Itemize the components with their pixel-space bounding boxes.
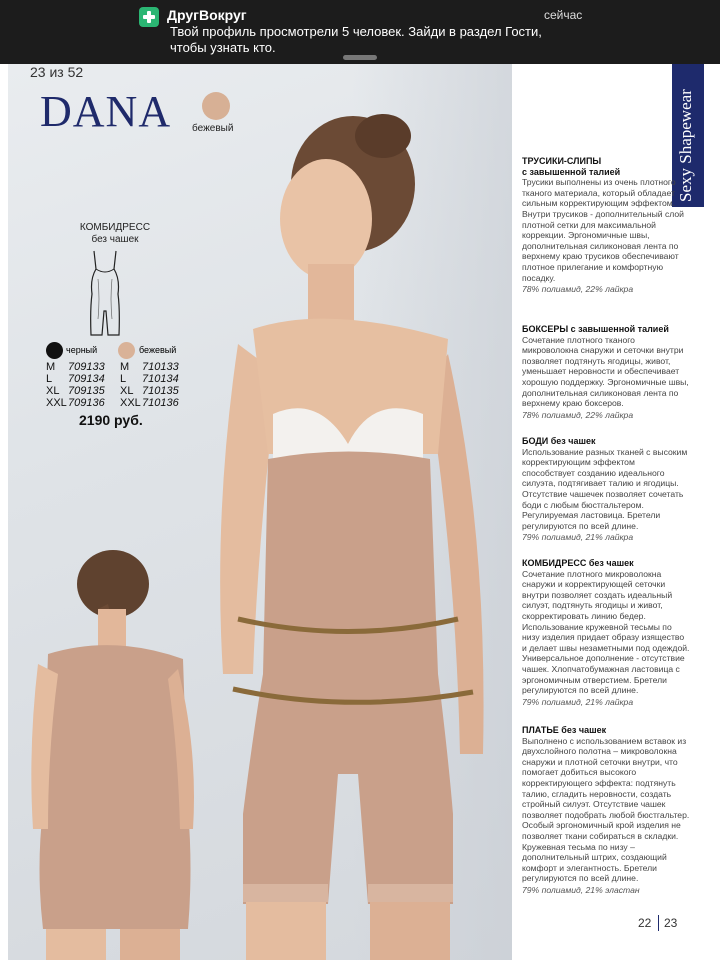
model-back-illustration — [28, 549, 203, 960]
push-notification[interactable] — [0, 0, 720, 64]
product-photo — [8, 64, 512, 960]
notification-time: сейчас — [544, 8, 583, 22]
size-table — [46, 361, 182, 409]
description-block: БОДИ без чашек Использование разных тканей с высоким корректирующим эффектом способствует созданию идеального силуэта, подтягивает талию и ягодицы. Отсутствие чашечек позволяет сочетать боди с любым бюстгальтером. Регулируемая ластовица. Бретели регулируются по всей длине. 79% полиамид, 21% лайкра — [522, 436, 688, 543]
page-number-left: 22 — [638, 916, 652, 930]
price: 2190 руб. — [79, 412, 143, 428]
page-counter: 23 из 52 — [30, 64, 84, 80]
color-label-black: черный — [66, 345, 98, 355]
notification-drag-handle[interactable] — [343, 55, 377, 60]
description-block: ТРУСИКИ-СЛИПЫ с завышенной талией Трусики выполнены из очень плотного тканого материала, который обладает сильным корректирующим эффектом. Внутри трусиков - дополнительный слой плотной сетки для максимальной коррекции. Эргономичные швы, дополнительная силиконовая лента по верхнему краю трусиков обеспечивают плотное прилегание и комфортную посадку. 78% полиамид, 22% лайкра — [522, 156, 684, 295]
app-plus-icon — [139, 7, 159, 27]
bodysuit-sketch-icon — [84, 249, 126, 337]
catalog-page — [0, 64, 720, 960]
model-front-illustration — [198, 114, 508, 960]
page-number-divider — [658, 915, 659, 931]
size-row: L 709134 L 710134 — [46, 373, 179, 385]
description-block: ПЛАТЬЕ без чашек Выполнено с использованием вставок из двухслойного полотна – микроволокна снаружи и плотной сеточки внутри, что помогает добиться высокого корректирующего эффекта: подтянуть талию, сгладить неровности, создать стройный силуэт. Отсутствие чашек позволяет подобрать любой бюстгальтер. Особый эргономичный крой изделия не позволяет ткани собираться в складки. Кружевная тесьма по низу – дополнительный штрих, создающий комфорт и элегантность. Бретели регулируются по всей длине. 79% полиамид, 21% эластан — [522, 725, 690, 895]
page-number-right: 23 — [664, 916, 678, 930]
color-label-beige: бежевый — [139, 345, 177, 355]
side-label: Sexy Shapewear — [676, 89, 695, 202]
beige-color-swatch-small — [118, 342, 135, 359]
beige-color-swatch — [202, 92, 230, 120]
description-block: БОКСЕРЫ с завышенной талией Сочетание плотного тканого микроволокна снаружи и сеточки внутри позволяет подтянуть ягодицы, живот, уменьшает неровности и обеспечивает хорошую поддержку. Эргономичные швы, дополнительная силиконовая лента по верхнему краю боксеров. 78% полиамид, 22% лайкра — [522, 324, 689, 420]
product-title: КОМБИДРЕСС без чашек — [79, 222, 151, 245]
notification-message: Твой профиль просмотрели 5 человек. Зайди в раздел Гости, чтобы узнать кто. — [170, 24, 542, 55]
notification-app-name: ДругВокруг — [167, 7, 247, 23]
description-block: КОМБИДРЕСС без чашек Сочетание плотного микроволокна снаружи и корректирующей сеточки внутри позволяет создать идеальный силуэт, подтянуть ягодицы и живот, скорректировать линию бедер. Использование кружевной тесьмы по низу изделия придает образу изящество и делает швы незаметными под одеждой. Универсальное дополнение - отсутствие чашек. Хлопчатобумажная ластовица с эргономичным отверстием. Бретели регулируются по всей длине. 79% полиамид, 21% лайкра — [522, 558, 690, 707]
size-row: M 709133 M 710133 — [46, 361, 179, 373]
size-row: XXL 709136 XXL 710136 — [46, 397, 179, 409]
brand-logo: DANA — [40, 87, 172, 136]
brand-color-label: бежевый — [192, 123, 234, 134]
size-row: XL 709135 XL 710135 — [46, 385, 179, 397]
black-color-swatch — [46, 342, 63, 359]
